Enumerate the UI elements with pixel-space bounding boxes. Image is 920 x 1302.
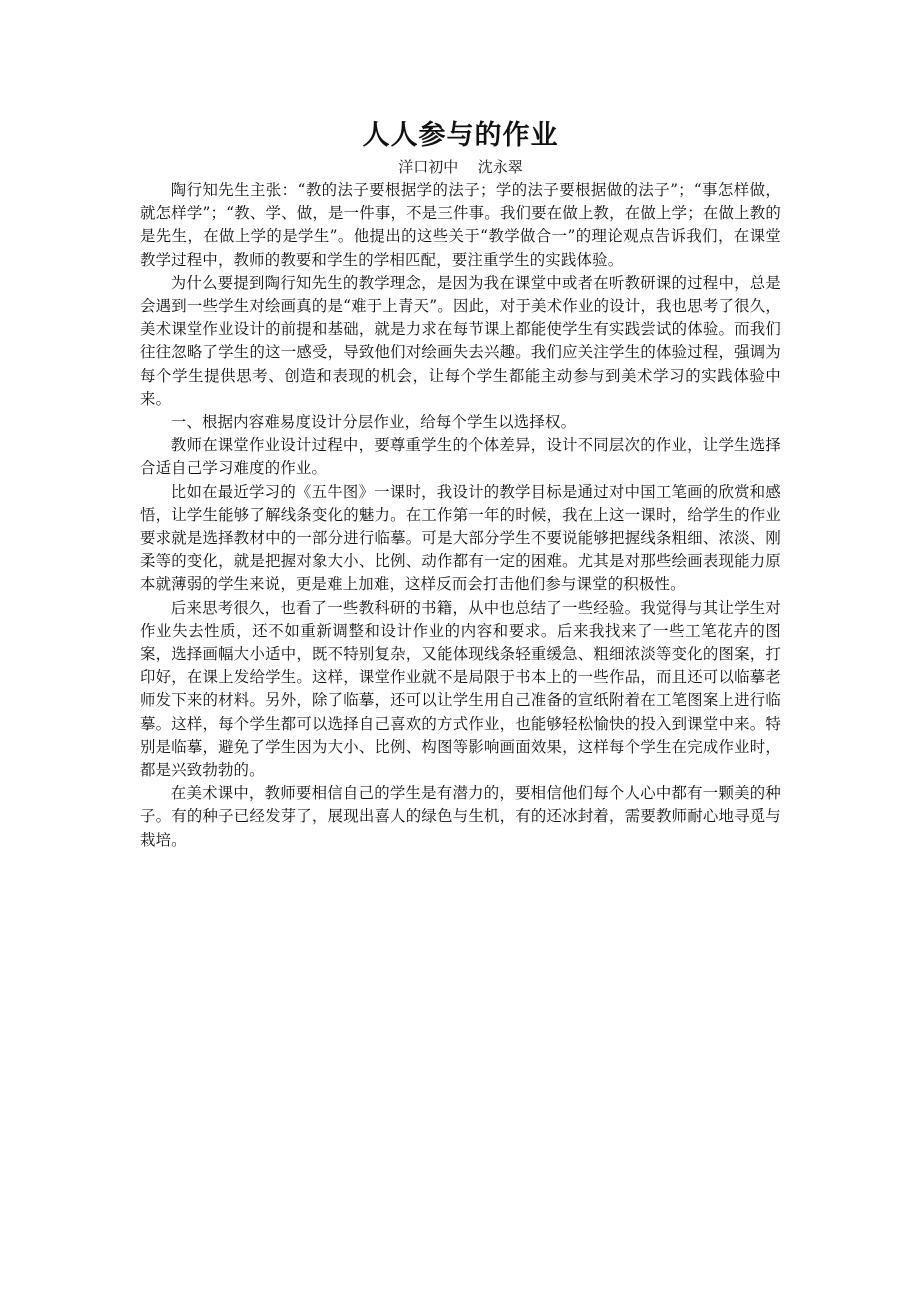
byline — [140, 156, 781, 179]
document-page — [140, 118, 781, 852]
school-name: 洋口初中 — [398, 158, 459, 176]
article-body — [140, 179, 781, 852]
document-title: 人人参与的作业 — [362, 120, 559, 151]
paragraph: 教师在课堂作业设计过程中，要尊重学生的个体差异，设计不同层次的作业，让学生选择合适自己学习难度的作业。 — [140, 436, 781, 478]
paragraph: 为什么要提到陶行知先生的教学理念，是因为我在课堂中或者在听教研课的过程中，总是会遇到一些学生对绘画真的是“难于上青天”。因此，对于美术作业的设计，我也思考了很久，美术课堂作业设计的前提和基础，就是力求在每节课上都能使学生有实践尝试的体验。而我们往往忽略了学生的这一感受，导致他们对绘画失去兴趣。我们应关注学生的体验过程，强调为每个学生提供思考、创造和表现的机会，让每个学生都能主动参与到美术学习的实践体验中来。 — [140, 273, 781, 408]
paragraph: 在美术课中，教师要相信自己的学生是有潜力的，要相信他们每个人心中都有一颗美的种子。有的种子已经发芽了，展现出喜人的绿色与生机，有的还冰封着，需要教师耐心地寻觅与栽培。 — [140, 784, 781, 849]
author-name: 沈永翠 — [477, 158, 523, 176]
paragraph: 后来思考很久，也看了一些教科研的书籍，从中也总结了一些经验。我觉得与其让学生对作业失去性质，还不如重新调整和设计作业的内容和要求。后来我找来了一些工笔花卉的图案，选择画幅大小适中，既不特别复杂，又能体现线条轻重缓急、粗细浓淡等变化的图案，打印好，在课上发给学生。这样，课堂作业就不是局限于书本上的一些作品，而且还可以临摹老师发下来的材料。另外，除了临摹，还可以让学生用自己准备的宣纸附着在工笔图案上进行临摹。这样，每个学生都可以选择自己喜欢的方式作业，也能够轻松愉快的投入到课堂中来。特别是临摹，避免了学生因为大小、比例、构图等影响画面效果，这样每个学生在完成作业时，都是兴致勃勃的。 — [140, 598, 781, 780]
section-heading: 一、根据内容难易度设计分层作业，给每个学生以选择权。 — [170, 413, 577, 432]
paragraph: 陶行知先生主张：“教的法子要根据学的法子；学的法子要根据做的法子”；“事怎样做，就怎样学”；“教、学、做，是一件事，不是三件事。我们要在做上教，在做上学；在做上教的是先生，在做上学的是学生”。他提出的这些关于“教学做合一”的理论观点告诉我们，在课堂教学过程中，教师的教要和学生的学相匹配，要注重学生的实践体验。 — [140, 181, 781, 269]
paragraph: 比如在最近学习的《五牛图》一课时，我设计的教学目标是通过对中国工笔画的欣赏和感悟，让学生能够了解线条变化的魅力。在工作第一年的时候，我在上这一课时，给学生的作业要求就是选择教材中的一部分进行临摹。可是大部分学生不要说能够把握线条粗细、浓淡、刚柔等的变化，就是把握对象大小、比例、动作都有一定的困难。尤其是对那些绘画表现能力原本就薄弱的学生来说，更是难上加难，这样反而会打击他们参与课堂的积极性。 — [140, 482, 781, 594]
